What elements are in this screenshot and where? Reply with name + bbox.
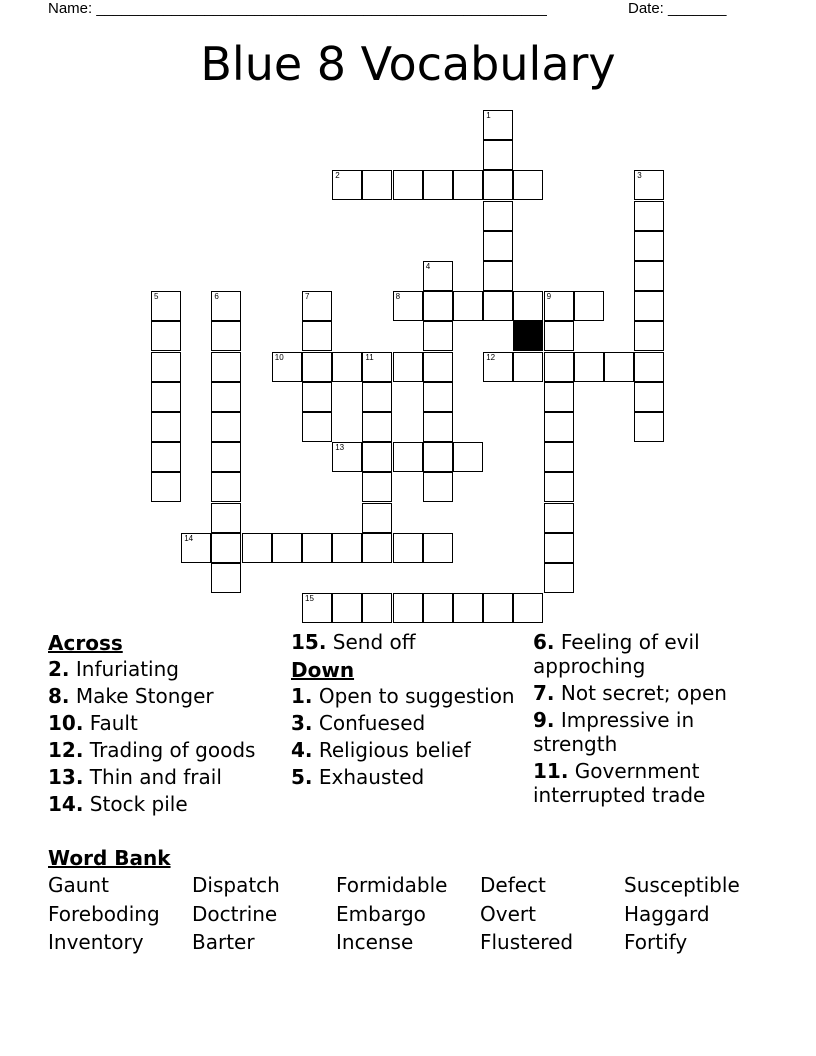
crossword-cell[interactable] <box>211 382 241 412</box>
crossword-cell[interactable] <box>453 170 483 200</box>
crossword-cell[interactable] <box>393 593 423 623</box>
crossword-cell[interactable] <box>393 170 423 200</box>
crossword-cell[interactable] <box>483 291 513 321</box>
crossword-cell[interactable] <box>362 503 392 533</box>
crossword-cell[interactable] <box>362 412 392 442</box>
crossword-cell[interactable] <box>362 472 392 502</box>
date-field-label: Date: _______ <box>628 0 727 17</box>
crossword-cell[interactable] <box>151 442 181 472</box>
crossword-cell[interactable] <box>634 201 664 231</box>
word-bank-word: Defect <box>480 873 546 897</box>
clue-across-12: 12. Trading of goods <box>48 738 256 762</box>
crossword-cell[interactable] <box>423 382 453 412</box>
crossword-cell[interactable] <box>453 442 483 472</box>
crossword-cell[interactable] <box>513 593 543 623</box>
crossword-cell[interactable] <box>423 170 453 200</box>
word-bank <box>48 873 768 959</box>
crossword-cell[interactable] <box>544 352 574 382</box>
clue-number: 8 <box>395 292 401 302</box>
crossword-cell[interactable] <box>634 231 664 261</box>
word-bank-word: Gaunt <box>48 873 109 897</box>
word-bank-word: Overt <box>480 901 536 926</box>
crossword-cell[interactable] <box>362 382 392 412</box>
word-bank-row <box>48 873 768 902</box>
word-bank-word: Flustered <box>480 930 574 954</box>
crossword-cell[interactable] <box>544 442 574 472</box>
crossword-cell[interactable] <box>332 170 362 200</box>
crossword-cell[interactable] <box>423 321 453 351</box>
crossword-cell[interactable] <box>483 231 513 261</box>
crossword-cell[interactable] <box>423 533 453 563</box>
crossword-cell[interactable] <box>272 533 302 563</box>
crossword-cell[interactable] <box>544 503 574 533</box>
crossword-cell[interactable] <box>362 352 392 382</box>
crossword-cell[interactable] <box>483 352 513 382</box>
clue-number: 15 <box>305 594 314 604</box>
crossword-cell[interactable] <box>423 352 453 382</box>
clue-across-8: 8. Make Stonger <box>48 684 214 708</box>
clue-number: 4 <box>425 262 431 271</box>
clue-number: 12 <box>486 352 496 362</box>
clue-number: 2 <box>335 171 340 181</box>
clue-number: 7 <box>305 292 310 302</box>
clue-across-14: 14. Stock pile <box>48 792 188 816</box>
clue-down-5: 5. Exhausted <box>291 765 425 789</box>
crossword-cell[interactable] <box>151 291 181 321</box>
crossword-cell[interactable] <box>634 352 664 382</box>
crossword-cell[interactable] <box>211 503 241 533</box>
crossword-cell[interactable] <box>423 261 453 291</box>
clue-number: 10 <box>274 352 284 362</box>
crossword-cell[interactable] <box>423 412 453 442</box>
clues-column-3 <box>533 630 765 810</box>
crossword-cell[interactable] <box>483 140 513 170</box>
clue-number: 1 <box>486 111 491 120</box>
crossword-cell[interactable] <box>574 291 604 321</box>
crossword-cell[interactable] <box>544 472 574 502</box>
clue-down-11: 11. Government interrupted trade <box>533 759 706 807</box>
crossword-cell[interactable] <box>393 533 423 563</box>
crossword-cell[interactable] <box>181 533 211 563</box>
crossword-cell[interactable] <box>544 291 574 321</box>
crossword-cell[interactable] <box>302 382 332 412</box>
crossword-cell[interactable] <box>242 533 272 563</box>
crossword-cell[interactable] <box>151 382 181 412</box>
crossword-cell[interactable] <box>332 533 362 563</box>
crossword-cell[interactable] <box>332 442 362 472</box>
word-bank-word: Barter <box>192 930 255 954</box>
crossword-cell[interactable] <box>453 593 483 623</box>
crossword-cell[interactable] <box>483 170 513 200</box>
crossword-cell[interactable] <box>211 321 241 351</box>
word-bank-word: Fortify <box>624 930 688 954</box>
crossword-cell[interactable] <box>302 291 332 321</box>
clue-down-4: 4. Religious belief <box>291 738 471 762</box>
clue-number: 13 <box>335 443 345 453</box>
crossword-cell[interactable] <box>302 321 332 351</box>
crossword-cell[interactable] <box>211 533 241 563</box>
clue-number: 5 <box>154 292 159 302</box>
crossword-cell[interactable] <box>544 533 574 563</box>
crossword-cell[interactable] <box>151 352 181 382</box>
crossword-cell[interactable] <box>544 412 574 442</box>
clue-number: 6 <box>214 292 219 302</box>
clue-down-7: 7. Not secret; open <box>533 681 727 705</box>
word-bank-heading: Word Bank <box>48 846 171 870</box>
crossword-cell[interactable] <box>211 291 241 321</box>
crossword-cell[interactable] <box>453 291 483 321</box>
crossword-cell[interactable] <box>544 321 574 351</box>
crossword-cell[interactable] <box>483 593 513 623</box>
crossword-cell[interactable] <box>604 352 634 382</box>
word-bank-word: Dispatch <box>192 873 280 897</box>
crossword-cell[interactable] <box>483 261 513 291</box>
word-bank-word: Embargo <box>336 901 426 926</box>
across-heading: Across <box>48 631 123 655</box>
crossword-cell[interactable] <box>211 442 241 472</box>
crossword-cell[interactable] <box>634 170 664 200</box>
clue-number: 3 <box>637 171 642 181</box>
word-bank-word: Susceptible <box>624 873 740 897</box>
crossword-cell[interactable] <box>574 352 604 382</box>
clue-across-10: 10. Fault <box>48 711 138 735</box>
crossword-cell[interactable] <box>423 442 453 472</box>
crossword-cell[interactable] <box>423 291 453 321</box>
clue-down-1: 1. Open to suggestion <box>291 684 515 708</box>
crossword-cell[interactable] <box>211 352 241 382</box>
crossword-cell[interactable] <box>634 291 664 321</box>
crossword-cell[interactable] <box>513 291 543 321</box>
crossword-black-cell <box>513 321 543 351</box>
word-bank-word: Inventory <box>48 930 144 954</box>
crossword-cell[interactable] <box>423 472 453 502</box>
clue-across-2: 2. Infuriating <box>48 657 179 681</box>
clues-column-2 <box>291 630 523 792</box>
word-bank-row <box>48 930 768 959</box>
crossword-cell[interactable] <box>272 352 302 382</box>
down-heading: Down <box>291 658 355 682</box>
crossword-cell[interactable] <box>211 412 241 442</box>
word-bank-row <box>48 902 768 931</box>
crossword-cell[interactable] <box>211 472 241 502</box>
crossword-cell[interactable] <box>544 563 574 593</box>
clues-column-1 <box>48 630 280 819</box>
crossword-cell[interactable] <box>332 593 362 623</box>
crossword-cell[interactable] <box>393 291 423 321</box>
crossword-cell[interactable] <box>362 533 392 563</box>
word-bank-word: Formidable <box>336 873 448 897</box>
crossword-cell[interactable] <box>151 412 181 442</box>
crossword-cell[interactable] <box>634 321 664 351</box>
crossword-cell[interactable] <box>423 593 453 623</box>
crossword-cell[interactable] <box>634 261 664 291</box>
crossword-cell[interactable] <box>393 442 423 472</box>
name-field-label: Name: ______________________________________________________ <box>48 0 547 17</box>
crossword-cell[interactable] <box>362 170 392 200</box>
crossword-cell[interactable] <box>302 533 332 563</box>
clue-across-15: 15. Send off <box>291 630 416 654</box>
crossword-cell[interactable] <box>211 563 241 593</box>
clue-number: 14 <box>184 533 194 543</box>
crossword-cell[interactable] <box>302 352 332 382</box>
clue-number: 11 <box>365 352 374 362</box>
clue-down-3: 3. Confuesed <box>291 711 426 735</box>
clue-down-6: 6. Feeling of evil approching <box>533 630 700 678</box>
word-bank-word: Doctrine <box>192 901 278 926</box>
crossword-cell[interactable] <box>513 170 543 200</box>
crossword-cell[interactable] <box>393 352 423 382</box>
clue-across-13: 13. Thin and frail <box>48 765 222 789</box>
crossword-cell[interactable] <box>544 382 574 412</box>
crossword-cell[interactable] <box>151 472 181 502</box>
crossword-cell[interactable] <box>151 321 181 351</box>
clue-number: 9 <box>546 292 552 302</box>
clue-down-9: 9. Impressive in strength <box>533 708 695 756</box>
crossword-cell[interactable] <box>302 412 332 442</box>
crossword-cell[interactable] <box>483 201 513 231</box>
crossword-cell[interactable] <box>513 352 543 382</box>
word-bank-word: Foreboding <box>48 901 160 926</box>
crossword-cell[interactable] <box>362 442 392 472</box>
crossword-cell[interactable] <box>634 382 664 412</box>
crossword-cell[interactable] <box>483 110 513 140</box>
word-bank-word: Haggard <box>624 901 710 926</box>
page-title: Blue 8 Vocabulary <box>200 37 616 91</box>
word-bank-word: Incense <box>336 930 414 954</box>
crossword-cell[interactable] <box>634 412 664 442</box>
crossword-cell[interactable] <box>362 593 392 623</box>
crossword-cell[interactable] <box>302 593 332 623</box>
crossword-cell[interactable] <box>332 352 362 382</box>
